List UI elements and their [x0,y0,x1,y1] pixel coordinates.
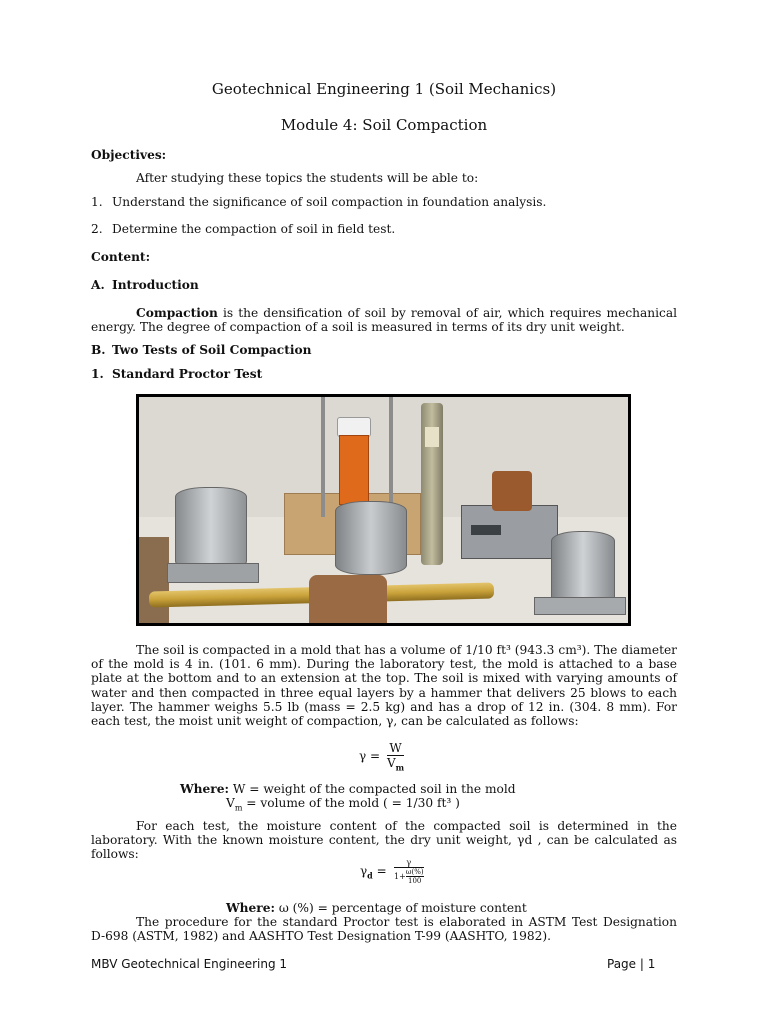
eq1-numerator: W [387,741,404,756]
eq2-fraction [394,858,424,885]
section-a-label: A. [91,278,105,292]
objective-number: 2. [91,222,103,236]
module-title: Module 4: Soil Compaction [280,116,488,134]
where2-label: Where: [226,901,275,915]
eq2-subscript: d [367,870,373,881]
objective-text: Determine the compaction of soil in field test. [112,222,396,236]
objectives-intro: After studying these topics the students will be able to: [136,171,479,185]
subsection-1-label: 1. [91,367,104,381]
eq2-gamma: γ [360,864,368,878]
eq2-denominator [394,868,424,885]
eq2-numerator: γ [394,858,424,868]
eq1-den-symbol: V [387,756,396,770]
content-heading: Content: [91,250,151,264]
where1-text: W = weight of the compacted soil in the mold [228,782,516,796]
section-b-title: Two Tests of Soil Compaction [112,343,312,357]
section-b-label: B. [91,343,106,357]
intro-paragraph-text: is the densification of soil by removal of air, which requires mechanical energy. The degree of compaction of a soil is measured in terms of its dry unit weight. [91,306,677,335]
dry-unit-weight-paragraph: For each test, the moisture content of the compacted soil is determined in the laboratory. With the known moisture content, the dry unit weight, γd , can be calculated as follows: [91,819,677,862]
where2-line [226,901,527,915]
eq2-lhs [360,864,387,880]
objective-number: 1. [91,195,103,209]
eq1-fraction [387,741,404,772]
eq2-equals: = [376,864,387,878]
page-number: Page | 1 [607,957,656,971]
objectives-heading: Objectives: [91,148,167,162]
document-title: Geotechnical Engineering 1 (Soil Mechanics) [211,80,557,98]
eq2-inner-fraction [406,868,424,885]
eq1-denominator [387,756,404,772]
where1-vm-text: = volume of the mold ( = 1/30 ft³ ) [242,796,460,810]
where1-label: Where: [180,782,229,796]
objective-text: Understand the significance of soil compaction in foundation analysis. [112,195,547,209]
where1-vm-subscript: m [234,803,243,813]
where1-line1 [180,782,516,796]
eq1-lhs: γ = [359,749,381,763]
footer-left: MBV Geotechnical Engineering 1 [91,957,288,971]
where1-line2 [226,796,460,815]
astm-paragraph: The procedure for the standard Proctor test is elaborated in ASTM Test Designation D-698 (ASTM, 1982) and AASHTO Test Designation T-99 (AASHTO, 1982). [91,915,697,944]
procedure-paragraph: The soil is compacted in a mold that has a volume of 1/10 ft³ (943.3 cm³). The diameter of the mold is 4 in. (101. 6 mm). During the laboratory test, the mold is attached to a base plate at the bottom and to an extension at the top. The soil is mixed with varying amounts of water and then compacted in three equal layers by a hammer that delivers 25 blows to each layer. The hammer weighs 5.5 lb (mass = 2.5 kg) and has a drop of 12 in. (304. 8 mm). For each test, the moist unit weight of compaction, γ, can be calculated as follows: [91,643,677,729]
eq2-den-prefix: 1+ [394,872,406,881]
eq2-inner-denominator: 100 [408,877,422,885]
section-a-title: Introduction [112,278,199,292]
intro-paragraph [91,306,677,334]
eq1-den-subscript: m [395,762,405,773]
subsection-1-title: Standard Proctor Test [112,367,263,381]
proctor-equipment-photo [136,394,631,626]
compaction-term: Compaction [136,306,218,320]
eq2-inner-numerator: ω(%) [405,868,424,876]
where1-vm-symbol: V [226,796,235,810]
where2-text: ω (%) = percentage of moisture content [274,901,527,915]
